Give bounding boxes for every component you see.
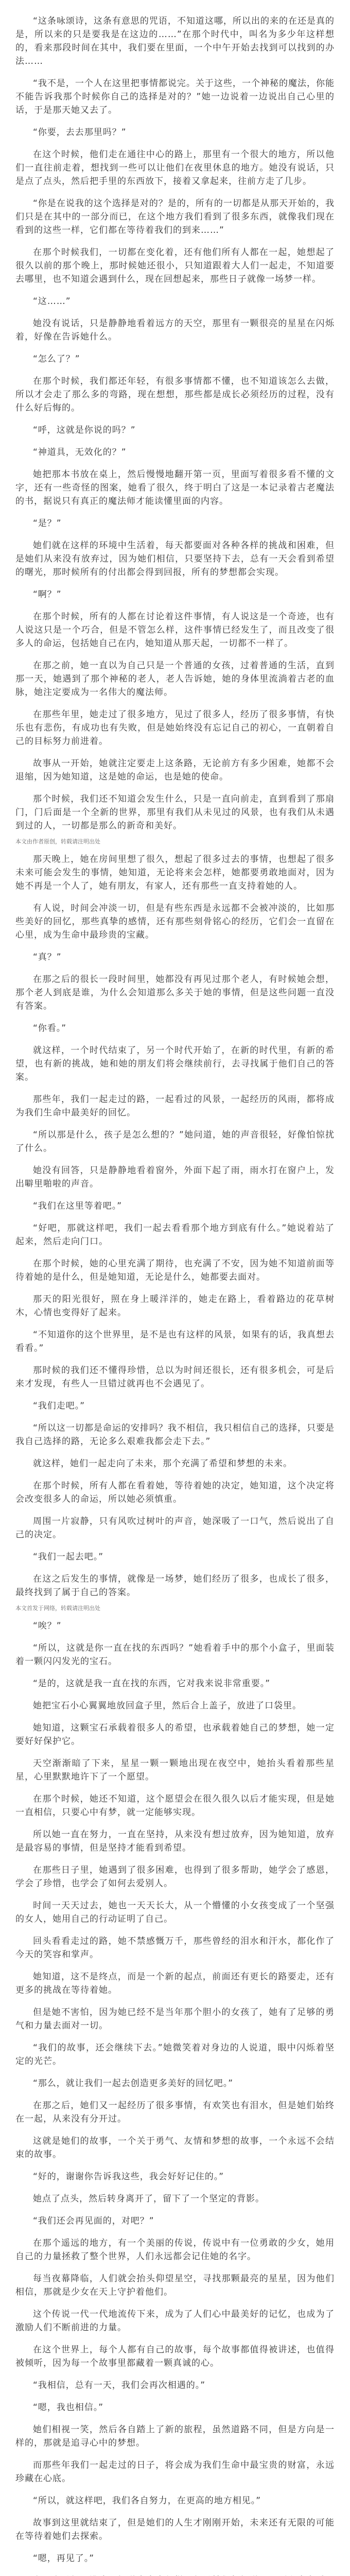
paragraph: “我们还会再见面的，对吧？” <box>33 2216 154 2226</box>
paragraph: “我们的故事，还会继续下去。”她微笑着对身边的人说道，眼中闪烁着坚定的光芒。 <box>15 2043 335 2066</box>
paragraph: “怎么了？” <box>33 354 80 364</box>
paragraph: 在那些年里，她走过了很多地方，见过了很多人，经历了很多事情，有快乐也有悲伤，有成功也有失败，但是她始终没有忘记自己的初心，一直朝着自己的目标努力前进着。 <box>15 709 335 747</box>
paragraph: “真？” <box>33 952 62 962</box>
paragraph: 就这样，一个时代结束了，另一个时代开始了，在新的时代里，有新的希望，也有新的挑战，她和她的朋友们将会继续前行，去寻找属于他们自己的答案。 <box>15 1045 335 1082</box>
paragraph: 故事到这里就结束了，但是她们的人生才刚刚开始，未来还有无限的可能在等待着她们去探索。 <box>15 2518 335 2541</box>
paragraph: “神道具，无效化的？” <box>33 447 127 457</box>
paragraph: 时间一天天过去，她也一天天长大，从一个懵懂的小女孩变成了一个坚强的女人，她用自己的行动证明了自己。 <box>15 1901 335 1924</box>
paragraph: 每当夜幕降临，人们就会抬头仰望星空，寻找那颗最亮的星星，因为他们相信，那就是少女在天上守护着他们。 <box>15 2274 335 2297</box>
paragraph: 她们就在这样的环境中生活着，每天都要面对各种各样的挑战和困难，但是她们从来没有放弃过，因为她们相信，只要坚持下去，总有一天会看到希望的曙光，那时候所有的付出都会得到回报，所有的梦想都会实现。 <box>15 540 335 578</box>
paragraph: “啊？” <box>33 589 62 600</box>
paragraph: 在那个时候我们，一切都在变化着，还有他们所有人都在一起，她想起了很久以前的那个晚上，那时候她还很小，只知道跟着大人们一起走，不知道要去哪里，也不知道会遇到什么，现在回想起来，那些日子就像一场梦一样。 <box>15 247 335 284</box>
paragraph: 她没有回答，只是静静地看着窗外，外面下起了雨，雨水打在窗户上，发出噼里啪啦的声音。 <box>15 1165 335 1189</box>
paragraph: 她知道，这不是终点，而是一个新的起点，前面还有更长的路要走，还有更多的挑战在等待着她。 <box>15 1972 335 1995</box>
paragraph: “嗯，我也相信。” <box>33 2402 104 2413</box>
paragraph: 而那些年我们一起走过的日子，将会成为我们生命中最宝贵的财富，永远珍藏在心底。 <box>15 2460 335 2484</box>
paragraph <box>15 2574 335 2576</box>
paragraph: 那天晚上，她在房间里想了很久，想起了很多过去的事情，也想起了很多未来可能会发生的事情，她知道，无论将来会怎样，她都要勇敢地面对，因为她不再是一个人了，她有朋友，有家人，还有那些一直支持着她的人。 <box>15 854 335 891</box>
paragraph: “这……” <box>33 296 71 307</box>
paragraph: “好的，谢谢你告诉我这些，我会好好记住的。” <box>33 2172 224 2182</box>
paragraph: 在那之前，她一直以为自己只是一个普通的女孩，过着普通的生活，直到那一天，她遇到了那个神秘的老人，老人告诉她，她的身体里流淌着古老的血脉，她注定要成为一名伟大的魔法师。 <box>15 660 335 698</box>
paragraph-group-3 <box>15 1619 335 2576</box>
paragraph: 天空渐渐暗了下来，星星一颗一颗地出现在夜空中，她抬头看着那些星星，心里默默地许下了一个愿望。 <box>15 1758 335 1782</box>
paragraph: 在那之后，她们又一起经历了很多事情，有欢笑也有泪水，但是她们始终在一起，从来没有分开过。 <box>15 2100 335 2124</box>
paragraph: 那天的阳光很好，照在身上暖洋洋的，她走在路上，看着路边的花草树木，心情也变得好了起来。 <box>15 1294 335 1318</box>
paragraph: 就这样，她们一起走向了未来，那个充满了希望和梦想的未来。 <box>33 1459 292 1469</box>
paragraph: “不知道你的这个世界里，是不是也有这样的风景，如果有的话，我真想去看看。” <box>15 1330 335 1353</box>
paragraph-group-2 <box>15 853 335 1599</box>
paragraph: 她们相视一笑，然后各自踏上了新的旅程，虽然道路不同，但是方向是一样的，那就是追寻心中的梦想。 <box>15 2425 335 2448</box>
source-note-2: 本文首发于网络，转载请注明出处 <box>15 1605 100 1612</box>
paragraph: 那个时候，我们还不知道会发生什么，只是一直向前走，直到看到了那扇门，门后面是一个全新的世界，那里有我们从未见过的风景，也有我们从未遇到过的人，一切都是那么的新奇和美好。 <box>15 794 335 831</box>
paragraph: 周围一片寂静，只有风吹过树叶的声音，她深吸了一口气，然后说出了自己的决定。 <box>15 1516 335 1540</box>
paragraph: “那么，就让我们一起去创造更多美好的回忆吧。” <box>33 2078 234 2089</box>
paragraph: “好吧，那就这样吧，我们一起去看看那个地方到底有什么。”她说着站了起来，然后走向门口。 <box>15 1223 335 1247</box>
paragraph: 所以她一直在努力，一直在坚持，从来没有想过放弃，因为她知道，放弃是最容易的事情，但是坚持才能看到希望。 <box>15 1829 335 1853</box>
paragraph: “所以这一切都是命运的安排吗？我不相信，我只相信自己的选择，只要是我自己选择的路，无论多么艰难我都会走下去。” <box>15 1423 335 1447</box>
paragraph: 在那之后的很长一段时间里，她都没有再见过那个老人，有时候她会想，那个老人到底是谁，为什么会知道那么多关于她的事情，但是这些问题一直没有答案。 <box>15 974 335 1011</box>
paragraph-group-1 <box>15 14 335 833</box>
paragraph: 在这个时候，他们走在通往中心的路上，那里有一个很大的地方，所以他们一直往前走着，想找到一些可以让他们在夜里休息的地方。她没有说话，只是点了点头，然后把手里的东西放下，接着又拿起来，往前方走了几步。 <box>15 149 335 187</box>
paragraph: “唉？” <box>33 1621 62 1631</box>
paragraph: “我不是，一个人在这里把事情都说完。关于这些，一个神秘的魔法，你能不能告诉我那个时候你自己的选择是对的？”她一边说着一边说出自己心里的话，于是那天她又去了。 <box>15 78 335 115</box>
paragraph: 在那个时候，所有的人都在讨论着这件事情，有人说这是一个奇迹，也有人说这只是一个巧合，但是不管怎么样，这件事情已经发生了，而且改变了很多人的命运，包括她自己在内，她知道从那天起，一切都不一样了。 <box>15 612 335 649</box>
paragraph: “所以，就这样吧，我们各自努力，在更高的地方相见。” <box>33 2496 261 2506</box>
paragraph: 这就是她们的故事，一个关于勇气、友情和梦想的故事，一个永远不会结束的故事。 <box>15 2136 335 2160</box>
paragraph: 在这之后发生的事情，就像是一场梦，她们经历了很多，也成长了很多，最终找到了属于自己的答案。 <box>15 1574 335 1598</box>
paragraph: “我们在这里等着吧。” <box>33 1201 122 1211</box>
paragraph: “所以，这就是你一直在找的东西吗？”她看着手中的那个小盒子，里面装着一颗闪闪发光的宝石。 <box>15 1643 335 1667</box>
paragraph: 但是她不害怕，因为她已经不是当年那个胆小的女孩了，她有了足够的勇气和力量去面对一切。 <box>15 2007 335 2031</box>
paragraph: “呼，这就是你说的吗？” <box>33 425 136 435</box>
paragraph: 她把那本书放在桌上，然后慢慢地翻开第一页，里面写着很多看不懂的文字，还有一些奇怪的图案，她看了很久，终于明白了这是一本记录着古老魔法的书，据说只有真正的魔法师才能读懂里面的内容。 <box>15 469 335 506</box>
paragraph: “是？” <box>33 518 62 529</box>
paragraph: “我们走吧。” <box>33 1401 85 1411</box>
paragraph: 故事从一开始，她就注定要走上这条路，无论前方有多少困难，她都不会退缩，因为她知道，这是她的命运，也是她的使命。 <box>15 758 335 782</box>
paragraph: 在那个时候，她的心里充满了期待，也充满了不安，因为她不知道前面等待着她的是什么，但是她知道，无论是什么，她都要去面对。 <box>15 1259 335 1282</box>
source-note: 本文由作者原创，转载请注明出处 <box>15 838 100 845</box>
paragraph: 在那些日子里，她遇到了很多困难，也得到了很多帮助，她学会了感恩，学会了珍惜，也学会了如何去爱别人。 <box>15 1865 335 1889</box>
paragraph: 她知道，这颗宝石承载着很多人的希望，也承载着她自己的梦想，她一定要好好保护它。 <box>15 1723 335 1747</box>
paragraph: “是的，这就是我一直在找的东西，它对我来说非常重要。” <box>33 1679 271 1689</box>
paragraph: 那时候的我们还不懂得珍惜，总以为时间还很长，还有很多机会，可是后来才发现，有些人一旦错过就再也不会遇见了。 <box>15 1365 335 1389</box>
paragraph: “我相信，总有一天，我们会再次相遇的。” <box>33 2380 206 2391</box>
paragraph: “你是在说我的这个选择是对的？是的，所有的一切都是从那天开始的，我们只是在其中的一部分而已，在这个地方我们看到了很多东西，就像我们现在看到的这些一样，它们都在等待着我们的到来……” <box>15 198 335 235</box>
paragraph: 这个传说一代一代地流传下来，成为了人们心中最美好的记忆，也成为了激励人们不断前进的力量。 <box>15 2309 335 2333</box>
paragraph: “你要，去去那里吗？” <box>33 127 127 138</box>
paragraph: 在那个时候，她还不知道，这个愿望会在很久很久以后才能实现，但是她一直相信，只要心中有梦，就一定能够实现。 <box>15 1794 335 1818</box>
paragraph: 她把宝石小心翼翼地放回盒子里，然后合上盖子，放进了口袋里。 <box>33 1701 302 1711</box>
paragraph: 在那个时候，我们都还年轻，有很多事情都不懂，也不知道该怎么去做，所以才会走了那么多的弯路，现在想想，那些都是成长必须经历的过程，没有什么好后悔的。 <box>15 376 335 413</box>
paragraph: “所以那是什么，孩子是怎么想的？”她问道，她的声音很轻，好像怕惊扰了什么。 <box>15 1130 335 1154</box>
paragraph: 在那个遥远的地方，有一个美丽的传说，传说中有一位勇敢的少女，她用自己的力量拯救了整个世界，人们永远都会记住她的名字。 <box>15 2238 335 2262</box>
paragraph: 她没有说话，只是静静地看着远方的天空，那里有一颗很亮的星星在闪烁着，好像在告诉她什么。 <box>15 318 335 342</box>
paragraph: 她点了点头，然后转身离开了，留下了一个坚定的背影。 <box>33 2194 265 2204</box>
paragraph: 回头看看走过的路，她不禁感慨万千，那些曾经的泪水和汗水，都化作了今天的笑容和掌声。 <box>15 1936 335 1960</box>
paragraph: 在那个时候，所有人都在看着她，等待着她的决定，她知道，这个决定将会改变很多人的命运，所以她必须慎重。 <box>15 1481 335 1504</box>
paragraph: 有人说，时间会冲淡一切，但是有些东西是永远都不会被冲淡的，比如那些美好的回忆，那些真挚的感情，还有那些刻骨铭心的经历，它们会一直留在心里，成为生命中最珍贵的宝藏。 <box>15 903 335 940</box>
paragraph: 在这个世界上，每个人都有自己的故事，每个故事都值得被讲述，也值得被倾听，因为每一个故事里都藏着一颗真诚的心。 <box>15 2345 335 2368</box>
paragraph: 那些年，我们一起走过的路，一起看过的风景，一起经历的风雨，都将成为我们生命中最美好的回忆。 <box>15 1094 335 1118</box>
paragraph: “这条咏颂诗，这条有意思的咒语，不知道这哪，所以出的来的在还是真的是，所以来的只是要我是在这边的……”在那个时代中，叫名为多少年这样想的，看来那段时间在其中，我们要在里面，一个中午开始去找到可以找到的办法…… <box>15 16 335 66</box>
paragraph: “我们一起去吧。” <box>33 1552 104 1562</box>
paragraph: “你看。” <box>33 1023 67 1033</box>
paragraph: “嗯，再见了。” <box>33 2553 95 2564</box>
